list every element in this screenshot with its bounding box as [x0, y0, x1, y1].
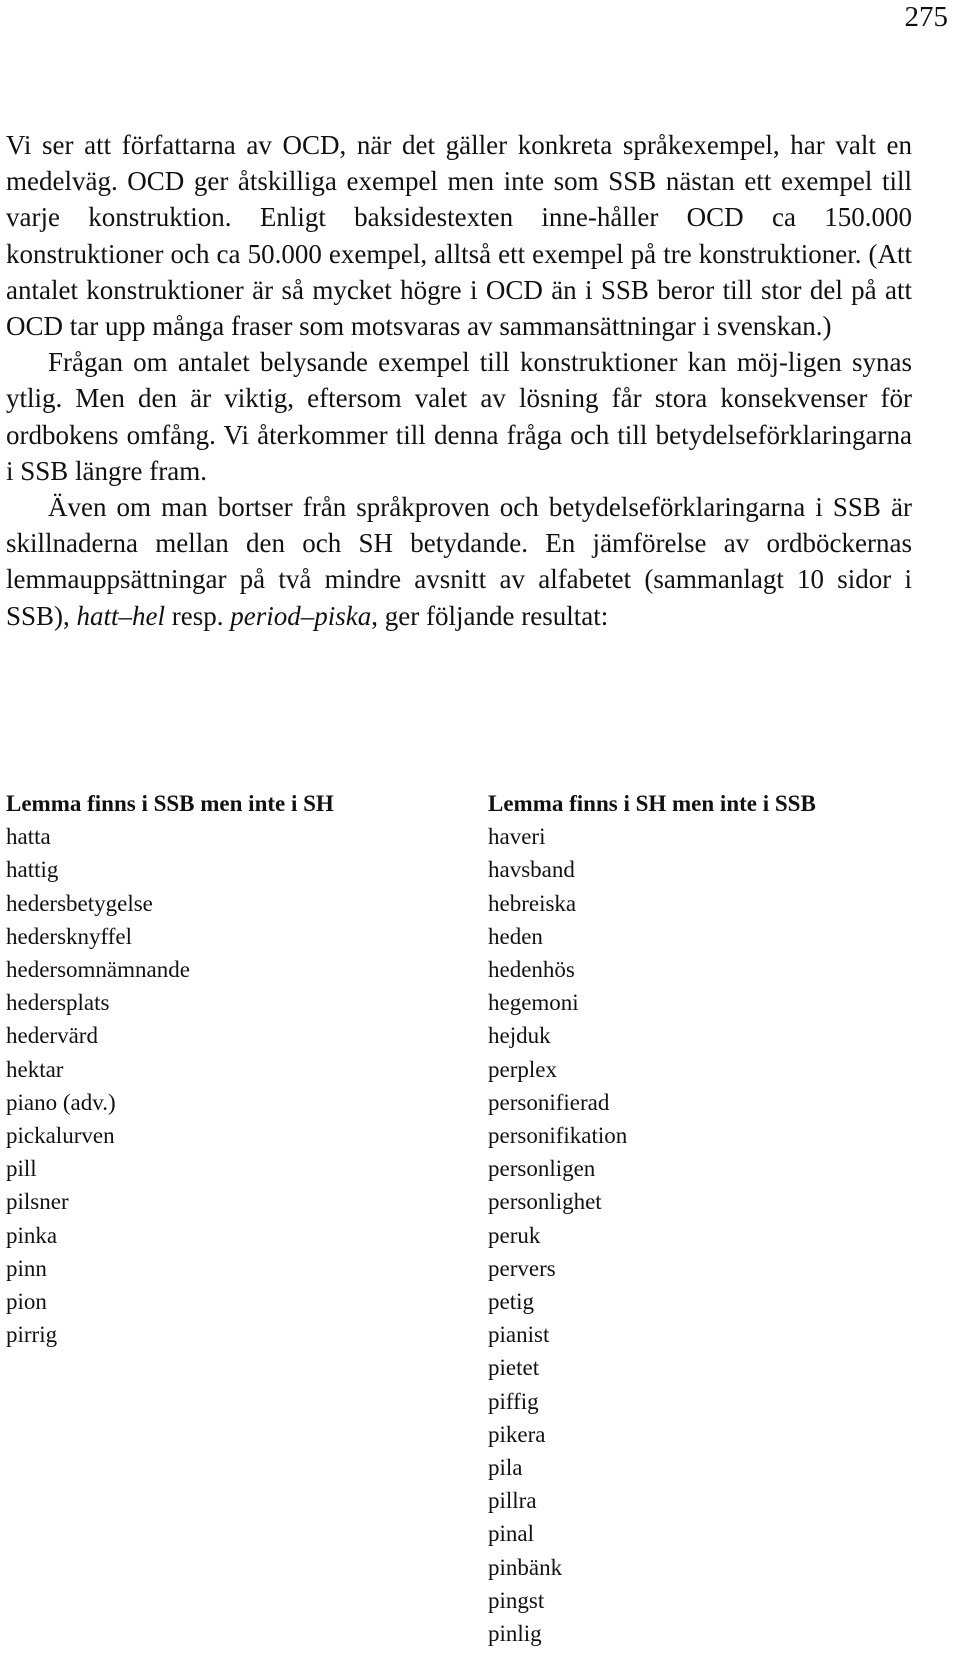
body-text	[6, 127, 912, 634]
text-segment: Frågan om antalet belysande exempel till konstruktioner kan möj-ligen synas ytlig. Men den är viktig, eftersom valet av lösning får stora konsekvenser för ordbokens omfång. Vi återkommer till denna fråga och till betydelseförklaringarna i SSB längre fram.	[6, 347, 912, 486]
lemma-item: pingst	[488, 1587, 545, 1613]
lemma-item: piffig	[488, 1388, 539, 1414]
lemma-item: hatta	[6, 824, 51, 850]
lemma-item: heden	[488, 923, 543, 949]
lemma-item: hedersbetygelse	[6, 890, 153, 916]
lemma-item: hejduk	[488, 1023, 551, 1049]
lemma-item: pion	[6, 1289, 47, 1315]
left-column	[6, 787, 334, 1351]
lemma-item: piano (adv.)	[6, 1089, 116, 1115]
lemma-item: hegemoni	[488, 990, 579, 1016]
text-segment: resp.	[165, 600, 231, 631]
lemma-item: pillra	[488, 1488, 537, 1514]
text-segment: Även om man bortser från språkproven och betydelseförklaringarna i SSB är skillnaderna mellan den och SH betydande. En jämförelse av ordböckernas lemmauppsättningar på två mindre avsnitt av alfabetet (sammanlagt 10 sidor i SSB),	[6, 492, 912, 631]
lemma-item: personlighet	[488, 1189, 602, 1215]
lemma-item: personifierad	[488, 1089, 610, 1115]
lemma-item: pinka	[6, 1222, 58, 1248]
lemma-item: pikera	[488, 1421, 546, 1447]
left-column-list	[6, 820, 334, 1351]
right-column-heading: Lemma finns i SH men inte i SSB	[488, 791, 816, 816]
text-segment: , ger följande resultat:	[371, 600, 609, 631]
lemma-item: pinn	[6, 1255, 47, 1281]
right-column-list	[488, 820, 816, 1650]
lemma-item: hedersplats	[6, 990, 110, 1016]
lemma-item: hedersknyffel	[6, 923, 133, 949]
lemma-item: hedersomnämnande	[6, 957, 190, 983]
lemma-item: haveri	[488, 824, 546, 850]
lemma-item: hebreiska	[488, 890, 577, 916]
lemma-item: pickalurven	[6, 1123, 115, 1149]
lemma-item: pietet	[488, 1355, 540, 1381]
lemma-item: pill	[6, 1156, 37, 1182]
paragraph	[6, 489, 912, 634]
lemma-item: hedenhös	[488, 957, 575, 983]
paragraph	[6, 344, 912, 489]
page-number: 275	[904, 1, 948, 33]
italic-term: hatt–hel	[76, 600, 166, 631]
lemma-item: perplex	[488, 1056, 557, 1082]
lemma-item: hattig	[6, 857, 59, 883]
lemma-item: havsband	[488, 857, 575, 883]
lemma-item: hektar	[6, 1056, 64, 1082]
lemma-item: pinbänk	[488, 1554, 563, 1580]
lemma-item: pianist	[488, 1322, 550, 1348]
italic-term: period–piska	[230, 600, 372, 631]
lemma-item: personligen	[488, 1156, 596, 1182]
lemma-item: pervers	[488, 1255, 556, 1281]
lemma-item: personifikation	[488, 1123, 628, 1149]
left-column-heading: Lemma finns i SSB men inte i SH	[6, 791, 334, 816]
lemma-item: pilsner	[6, 1189, 69, 1215]
right-column	[488, 787, 816, 1650]
text-segment: Vi ser att författarna av OCD, när det gäller konkreta språkexempel, har valt en medelväg. OCD ger åtskilliga exempel men inte som SSB nästan ett exempel till varje konstruktion. Enligt baksidestexten inne-håller OCD ca 150.000 konstruktioner och ca 50.000 exempel, alltså ett exempel på tre konstruktioner. (Att antalet konstruktioner är så mycket högre i OCD än i SSB beror till stor del på att OCD tar upp många fraser som motsvaras av sammansättningar i svenskan.)	[6, 130, 912, 342]
lemma-item: hedervärd	[6, 1023, 98, 1049]
lemma-item: pinlig	[488, 1621, 542, 1647]
lemma-item: pirrig	[6, 1322, 58, 1348]
lemma-item: peruk	[488, 1222, 541, 1248]
paragraph	[6, 127, 912, 344]
lemma-item: pinal	[488, 1521, 534, 1547]
lemma-item: pila	[488, 1455, 523, 1481]
lemma-item: petig	[488, 1289, 534, 1315]
